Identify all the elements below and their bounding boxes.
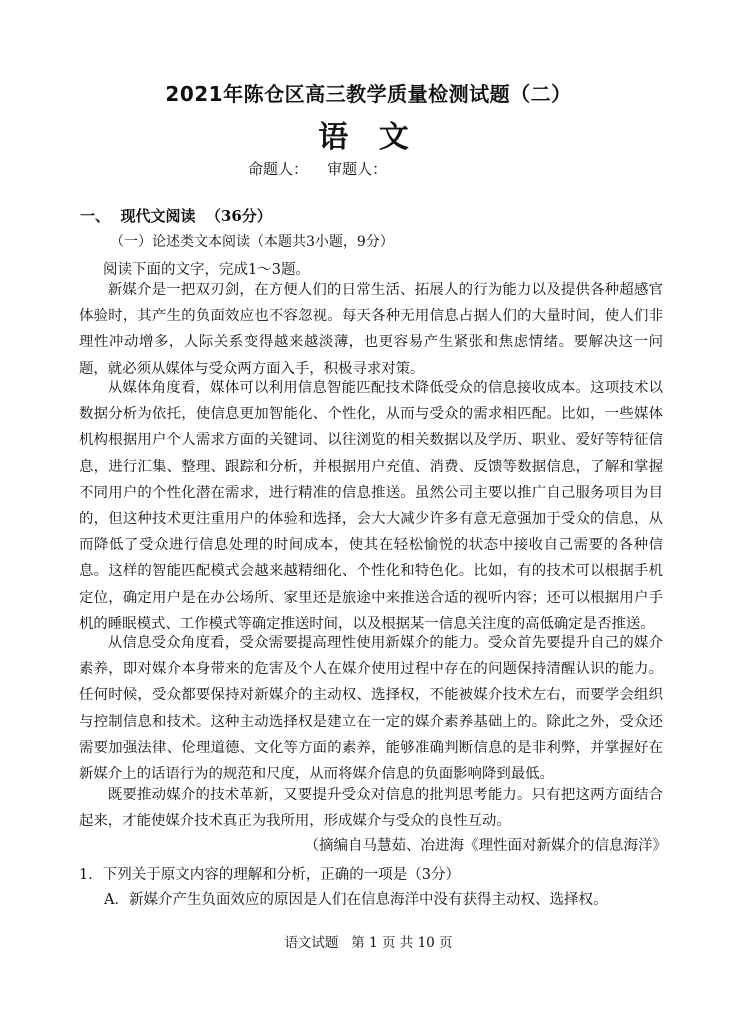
author-line: 命题人： 审题人： xyxy=(248,160,388,178)
subsection-heading: （一）论述类文本阅读（本题共3小题，9分） xyxy=(110,234,394,250)
article-paragraph-4: 既要推动媒介的技术革新，又要提升受众对信息的批判思考能力。只有把这两方面结合起来，才能使媒介技术真正为我所用，形成媒介与受众的良性互动。 xyxy=(79,787,663,830)
article-paragraph-1: 新媒介是一把双刃剑，在方便人们的日常生活、拓展人的行为能力以及提供各种超感官体验时，其产生的负面效应也不容忽视。每天各种无用信息占据人们的大量时间，使人们非理性冲动增多，人际关系变得越来越淡薄，也更容易产生紧张和焦虑情绪。要解决这一问题，就必须从媒体与受众两方面入手，积极寻求对策。 xyxy=(79,282,663,377)
exam-title: 2021年陈仓区高三教学质量检测试题（二） xyxy=(165,82,572,106)
page-footer: 语文试题 第 1 页 共 10 页 xyxy=(284,935,453,951)
reading-instruction: 阅读下面的文字，完成1～3题。 xyxy=(103,262,310,278)
subject-heading: 语 文 xyxy=(318,120,419,155)
question-1: 1．下列关于原文内容的理解和分析，正确的一项是（3分） xyxy=(79,867,460,883)
question-1-option-a: A．新媒介产生负面效应的原因是人们在信息海洋中没有获得主动权、选择权。 xyxy=(104,892,608,908)
section-heading: 一、 现代文阅读 （36分） xyxy=(80,207,272,225)
article-paragraph-2: 从媒体角度看，媒体可以利用信息智能匹配技术降低受众的信息接收成本。这项技术以数据分析为依托，使信息更加智能化、个性化，从而与受众的需求相匹配。比如，一些媒体机构根据用户个人需求方面的关键词、以往浏览的相关数据以及学历、职业、爱好等特征信息，进行汇集、整理、跟踪和分析，并根据用户充值、消费、反馈等数据信息，了解和掌握不同用户的个性化潜在需求，进行精准的信息推送。虽然公司主要以推广自己服务项目为目的，但这种技术更注重用户的体验和选择，会大大减少许多有意无意强加于受众的信息，从而降低了受众进行信息处理的时间成本，使其在轻松愉悦的状态中接收自己需要的各种信息。这样的智能匹配模式会越来越精细化、个性化和特色化。比如，有的技术可以根据手机定位，确定用户是在办公场所、家里还是旅途中来推送合适的视听内容；还可以根据用户手机的睡眠模式、工作模式等确定推送时间，以及根据某一信息关注度的高低确定是否推送。 xyxy=(79,380,663,632)
article-source: （摘编自马慧茹、冶进海《理性面对新媒介的信息海洋》 xyxy=(304,838,667,854)
article-paragraph-3: 从信息受众角度看，受众需要提高理性使用新媒介的能力。受众首先要提升自己的媒介素养，即对媒介本身带来的危害及个人在媒介使用过程中存在的问题保持清醒认识的能力。任何时候，受众都要保持对新媒介的主动权、选择权，不能被媒介技术左右，而要学会组织与控制信息和技术。这种主动选择权是建立在一定的媒介素养基础上的。除此之外，受众还需要加强法律、伦理道德、文化等方面的素养，能够准确判断信息的是非利弊，并掌握好在新媒介上的话语行为的规范和尺度，从而将媒介信息的负面影响降到最低。 xyxy=(79,635,663,783)
